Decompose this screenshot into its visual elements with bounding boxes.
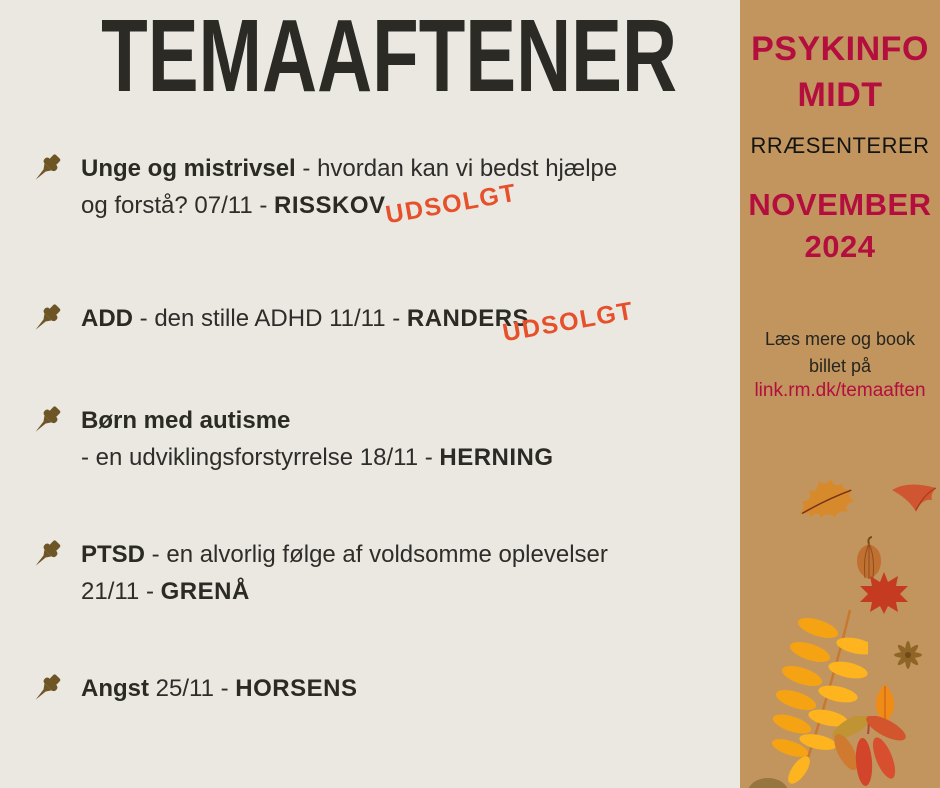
event-item-ptsd bbox=[28, 536, 728, 610]
event-desc: 25/11 - bbox=[149, 675, 236, 702]
star-anise-icon bbox=[892, 640, 924, 675]
event-desc: - en alvorlig følge af voldsomme oplevelser bbox=[145, 541, 608, 568]
event-text bbox=[81, 150, 617, 224]
month-title bbox=[740, 184, 940, 268]
event-item-add bbox=[28, 296, 728, 348]
pushpin-icon bbox=[28, 671, 66, 718]
event-desc-line2: og forstå? 07/11 - bbox=[81, 192, 275, 219]
event-desc: - hvordan kan vi bedst hjælpe bbox=[295, 155, 618, 182]
cta-text bbox=[740, 326, 940, 380]
cta-line2: billet på bbox=[808, 356, 872, 376]
event-title: ADD bbox=[81, 305, 133, 332]
pushpin-icon bbox=[28, 151, 66, 224]
event-desc-line2: - en udviklingsforstyrrelse 18/11 - bbox=[81, 444, 440, 471]
event-location: RISSKOV bbox=[274, 192, 386, 219]
pushpin-icon bbox=[28, 403, 66, 476]
event-text bbox=[81, 300, 529, 348]
event-item-unge-og-mistrivsel bbox=[28, 150, 728, 230]
page-title-wrap bbox=[0, 0, 740, 113]
brand-line2: MIDT bbox=[797, 76, 883, 114]
sidebar bbox=[740, 0, 940, 788]
event-text bbox=[81, 670, 357, 718]
creeper-leaf-icon bbox=[822, 716, 912, 788]
event-title: Unge og mistrivsel bbox=[81, 155, 296, 182]
event-desc: - den stille ADHD 11/11 - bbox=[133, 305, 407, 332]
soldout-badge: UDSOLGT bbox=[500, 296, 637, 348]
brand-title bbox=[740, 26, 940, 118]
pushpin-icon bbox=[28, 537, 66, 610]
event-text bbox=[81, 536, 608, 610]
brand-line1: PSYKINFO bbox=[751, 30, 929, 68]
event-item-boern-med-autisme bbox=[28, 402, 728, 476]
event-title: Angst bbox=[81, 675, 149, 702]
event-title: PTSD bbox=[81, 541, 146, 568]
month-line2: 2024 bbox=[804, 229, 876, 264]
oak-leaf-icon bbox=[790, 468, 870, 528]
event-location: GRENÅ bbox=[160, 578, 250, 605]
event-title: Børn med autisme bbox=[81, 407, 291, 434]
cta-line1: Læs mere og book bbox=[764, 329, 916, 349]
soldout-badge: UDSOLGT bbox=[383, 178, 520, 230]
red-leaf-icon bbox=[890, 480, 940, 521]
event-text bbox=[81, 402, 554, 476]
chestnut-icon bbox=[746, 774, 790, 788]
page-title: TEMAAFTENER bbox=[101, 0, 678, 113]
pushpin-icon bbox=[28, 301, 66, 348]
booking-link[interactable]: link.rm.dk/temaaften bbox=[754, 380, 926, 401]
event-item-angst bbox=[28, 670, 728, 718]
event-location: RANDERS bbox=[406, 305, 530, 332]
presents-label: RRÆSENTERER bbox=[750, 133, 930, 158]
event-location: HORSENS bbox=[235, 675, 358, 702]
month-line1: NOVEMBER bbox=[748, 187, 932, 222]
event-location: HERNING bbox=[439, 444, 554, 471]
event-desc-line2: 21/11 - bbox=[81, 578, 161, 605]
